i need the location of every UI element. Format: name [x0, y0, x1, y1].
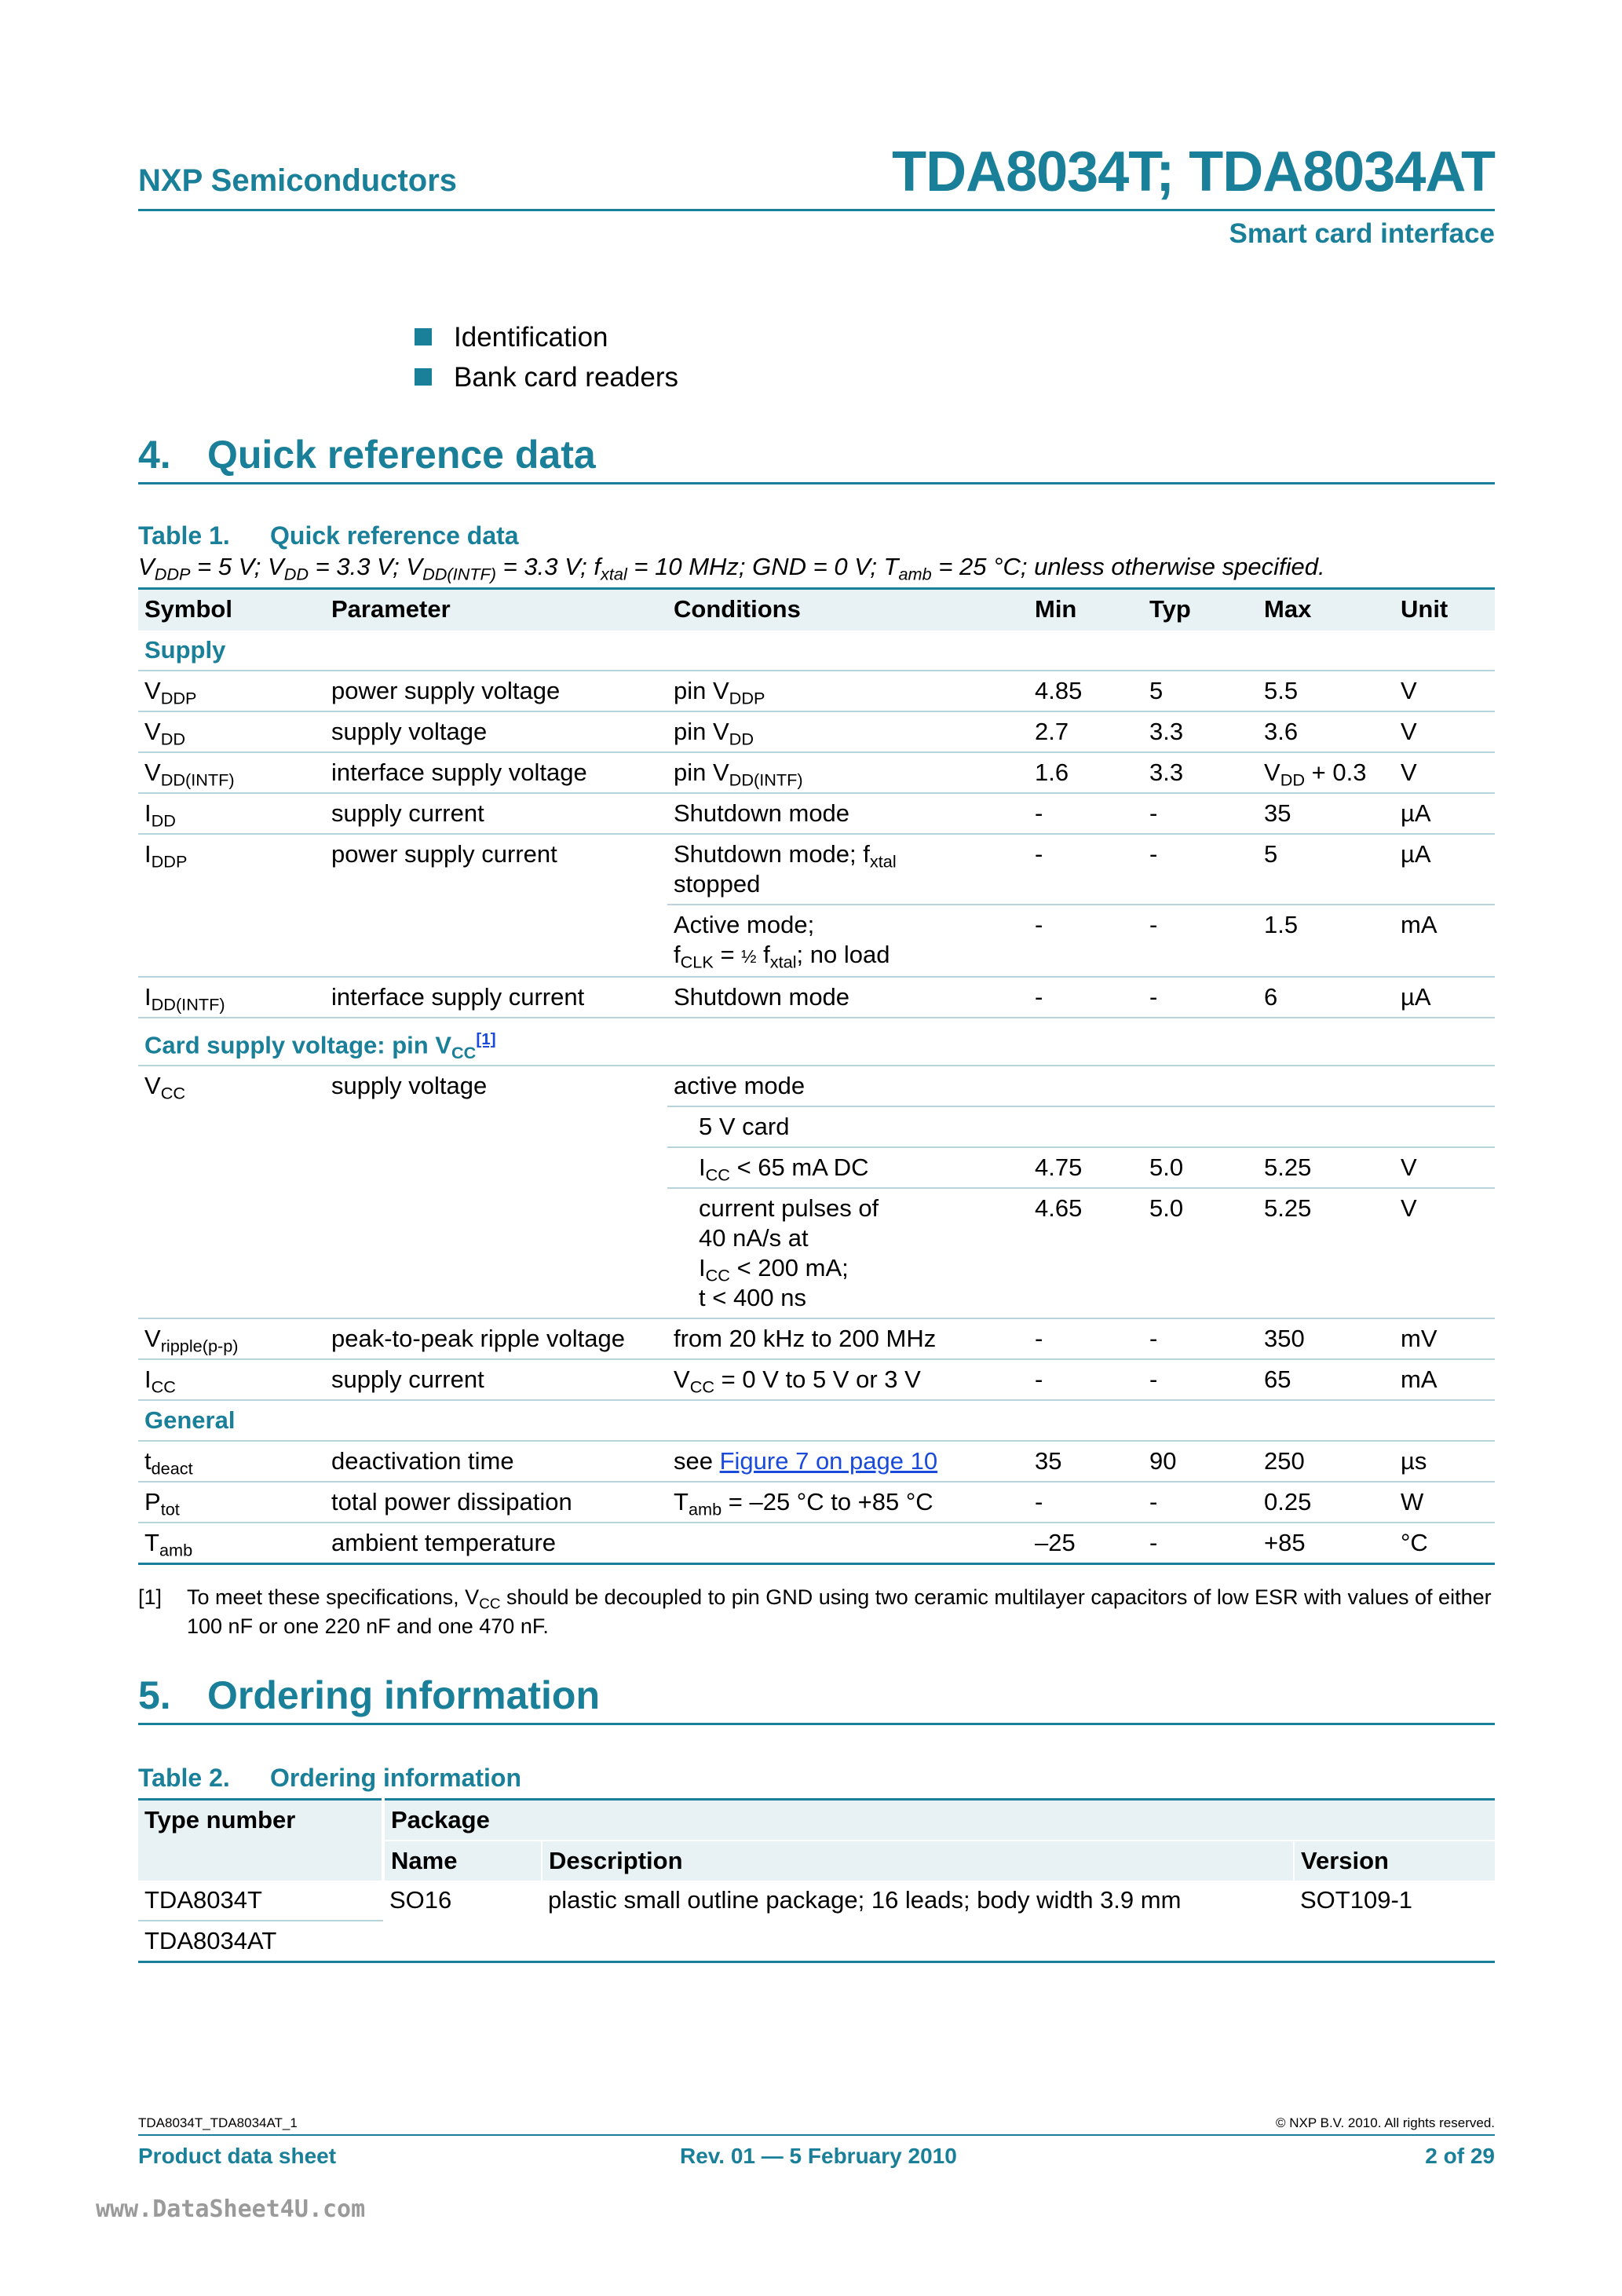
footnote-ref-link[interactable]: [1]: [476, 1030, 496, 1048]
list-item: [415, 357, 678, 397]
table-row: $V_{DD(INTF)}$ interface supply voltage pin $V_{DD(INTF)}$ 1.6 3.3 $V_{DD} + 0.3$ V: [138, 752, 1495, 793]
document-subtitle: Smart card interface: [1229, 218, 1495, 249]
group-title: Card supply voltage: pin $V_{CC}[1]$: [138, 1018, 1495, 1066]
table-row: Active mode; $f_{CLK}$ = ½ $f_{xtal}$; no load - - 1.5 mA: [138, 905, 1495, 977]
figure-7-link[interactable]: Figure 7 on page 10: [719, 1447, 938, 1475]
section-number: 5.: [138, 1673, 171, 1717]
section-title: Quick reference data: [207, 433, 596, 477]
table-row: 5 V card: [138, 1106, 1495, 1147]
table-row: $V_{CC}$ supply voltage active mode: [138, 1066, 1495, 1106]
column-header: Type number: [138, 1800, 383, 1881]
footer-document-id: TDA8034T_TDA8034AT_1: [138, 2115, 298, 2130]
column-header: Package: [383, 1800, 1495, 1841]
list-item-text: Bank card readers: [454, 362, 678, 393]
footer-page-number: 2 of 29: [1425, 2144, 1495, 2168]
section-5-heading: [138, 1673, 600, 1718]
section-title: Ordering information: [207, 1673, 600, 1717]
footnote-id: [1]: [138, 1585, 163, 1609]
footer-document-type: Product data sheet: [138, 2144, 337, 2168]
footer-revision: Rev. 01 — 5 February 2010: [680, 2144, 957, 2168]
footer-divider: [138, 2134, 1495, 2136]
table-row: current pulses of 40 nA/s at $I_{CC} < 200$ mA; t < 400 ns 4.65 5.0 5.25 V: [138, 1188, 1495, 1318]
column-header: Name: [383, 1841, 542, 1881]
table-header-row: [138, 589, 1495, 631]
group-row-supply: [138, 631, 1495, 671]
company-name: NXP Semiconductors: [138, 163, 458, 198]
column-header: Description: [542, 1841, 1294, 1881]
section-number: 4.: [138, 433, 171, 477]
column-header: Conditions: [667, 589, 1028, 631]
table-row: $V_{ripple(p-p)}$ peak-to-peak ripple voltage from 20 kHz to 200 MHz - - 350 mV: [138, 1318, 1495, 1359]
bullet-square-icon: [415, 328, 432, 345]
table-row: TDA8034AT: [138, 1921, 1495, 1962]
section-4-divider: [138, 482, 1495, 484]
header-divider: [138, 209, 1495, 211]
watermark: www.DataSheet4U.com: [96, 2195, 366, 2223]
table-row: $I_{CC}$ supply current $V_{CC} = 0$ V to 5 V or 3 V - - 65 mA: [138, 1359, 1495, 1400]
table-row: $P_{tot}$ total power dissipation $T_{amb} = -25$ °C to +85 °C - - 0.25 W: [138, 1482, 1495, 1523]
table-1-conditions: $V_{DDP} = 5$ V; $V_{DD} = 3.3$ V; $V_{DD(INTF)} = 3.3$ V; $f_{xtal} = 10$ MHz; GND = 0 V; $T_{amb} = 25$ °C; unless otherwise specified.: [138, 553, 1325, 584]
group-title: General: [138, 1400, 1495, 1441]
document-title: TDA8034T; TDA8034AT: [892, 141, 1495, 203]
application-list: [415, 317, 678, 397]
table-1-caption: [138, 521, 519, 550]
quick-reference-table: [138, 587, 1495, 1565]
column-header: Symbol: [138, 589, 325, 631]
table-row: TDA8034T SO16 plastic small outline package; 16 leads; body width 3.9 mm SOT109-1: [138, 1881, 1495, 1921]
column-header: Min: [1028, 589, 1143, 631]
table-title: Quick reference data: [270, 521, 519, 550]
group-row-general: [138, 1400, 1495, 1441]
table-number: Table 1.: [138, 521, 230, 550]
list-item: [415, 317, 678, 357]
column-header: Version: [1294, 1841, 1495, 1881]
table-row: $V_{DDP}$ power supply voltage pin $V_{DDP}$ 4.85 5 5.5 V: [138, 671, 1495, 711]
column-header: Typ: [1143, 589, 1258, 631]
section-5-divider: [138, 1723, 1495, 1725]
table-header-row: [138, 1800, 1495, 1841]
table-title: Ordering information: [270, 1764, 521, 1792]
group-title: Supply: [138, 631, 1495, 671]
group-row-card-supply: [138, 1018, 1495, 1066]
table-2-caption: [138, 1764, 521, 1793]
table-number: Table 2.: [138, 1764, 230, 1792]
table-row: $I_{DDP}$ power supply current Shutdown mode; $f_{xtal}$ stopped - - 5 µA: [138, 834, 1495, 905]
table-row: $T_{amb}$ ambient temperature –25 - +85 °C: [138, 1523, 1495, 1564]
table-row: $I_{CC} < 65$ mA DC 4.75 5.0 5.25 V: [138, 1147, 1495, 1188]
list-item-text: Identification: [454, 322, 608, 353]
table-footnote: [138, 1583, 1495, 1641]
bullet-square-icon: [415, 368, 432, 386]
column-header: Parameter: [325, 589, 667, 631]
footnote-text: To meet these specifications, $V_{CC}$ should be decoupled to pin GND using two ceramic multilayer capacitors of low ESR with values of either 100 nF or one 220 nF and one 470 nF.: [187, 1585, 1492, 1638]
column-header: Max: [1258, 589, 1394, 631]
table-row: $V_{DD}$ supply voltage pin $V_{DD}$ 2.7 3.3 3.6 V: [138, 711, 1495, 752]
ordering-table: [138, 1798, 1495, 1963]
column-header: Unit: [1394, 589, 1495, 631]
table-row: $I_{DD(INTF)}$ interface supply current Shutdown mode - - 6 µA: [138, 977, 1495, 1018]
section-4-heading: [138, 432, 596, 477]
table-row: $t_{deact}$ deactivation time see Figure 7 on page 10 35 90 250 µs: [138, 1441, 1495, 1482]
table-row: $I_{DD}$ supply current Shutdown mode - - 35 µA: [138, 793, 1495, 834]
footer-copyright: © NXP B.V. 2010. All rights reserved.: [1275, 2115, 1495, 2130]
